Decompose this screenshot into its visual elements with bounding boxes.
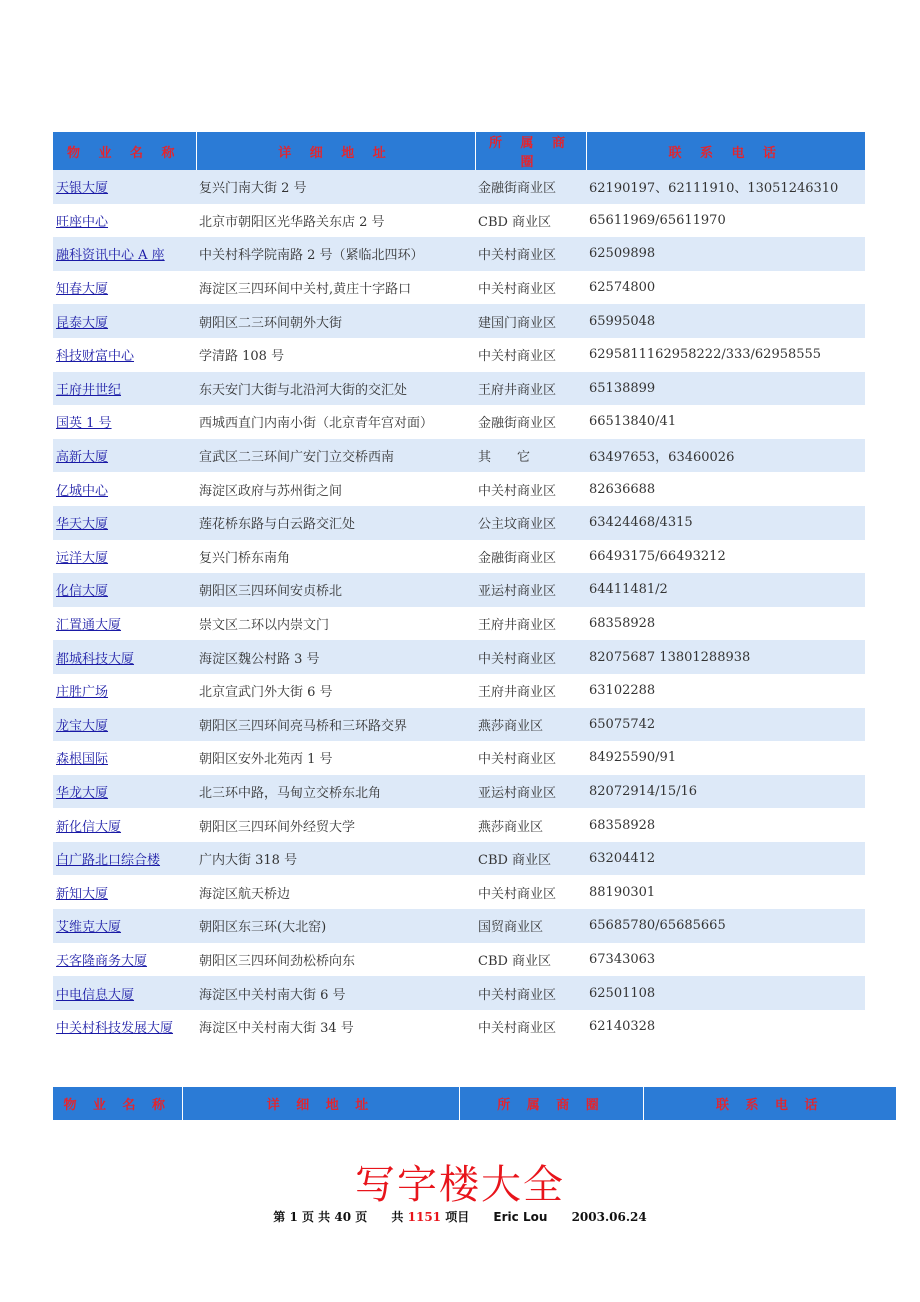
property-name-link[interactable]: 王府井世纪 [56,382,122,398]
table-row [53,875,865,909]
table-row [53,573,865,607]
property-district: 国贸商业区 [475,909,586,943]
cell-name [53,943,196,977]
property-table [53,132,865,1043]
property-name-link[interactable]: 国英 1 号 [56,416,112,432]
property-name-link[interactable]: 华天大厦 [56,517,109,533]
cell-name [53,540,196,574]
property-phone: 62574800 [586,271,865,305]
property-phone: 64411481/2 [586,573,865,607]
property-address: 莲花桥东路与白云路交汇处 [196,506,475,540]
property-phone: 65685780/65685665 [586,909,865,943]
table-row [53,472,865,506]
property-district: 中关村商业区 [475,271,586,305]
cell-name [53,640,196,674]
property-name-link[interactable]: 融科资讯中心 A 座 [56,248,165,264]
property-district: 中关村商业区 [475,237,586,271]
property-address: 宣武区二三环间广安门立交桥西南 [196,439,475,473]
property-name-link[interactable]: 艾维克大厦 [56,920,122,936]
property-address: 复兴门南大街 2 号 [196,170,475,204]
property-name-link[interactable]: 中关村科技发展大厦 [56,1021,174,1037]
property-phone: 63204412 [586,842,865,876]
cell-name [53,607,196,641]
property-phone: 68358928 [586,808,865,842]
table-row [53,540,865,574]
property-phone: 62509898 [586,237,865,271]
property-name-link[interactable]: 新知大厦 [56,886,109,902]
cell-name [53,237,196,271]
property-name-link[interactable]: 天银大厦 [56,181,109,197]
property-name-link[interactable]: 高新大厦 [56,450,109,466]
property-district: 中关村商业区 [475,1010,586,1044]
table-row [53,943,865,977]
property-name-link[interactable]: 森根国际 [56,752,109,768]
cell-name [53,875,196,909]
property-address: 海淀区中关村南大街 34 号 [196,1010,475,1044]
property-address: 东天安门大街与北沿河大街的交汇处 [196,372,475,406]
cell-name [53,573,196,607]
property-phone: 66493175/66493212 [586,540,865,574]
column-header-address: 详 细 地 址 [196,132,475,170]
column-header-phone: 联 系 电 话 [643,1087,896,1120]
property-district: 燕莎商业区 [475,708,586,742]
table-row [53,708,865,742]
table-row [53,338,865,372]
property-address: 海淀区三四环间中关村,黄庄十字路口 [196,271,475,305]
property-district: 中关村商业区 [475,976,586,1010]
table-header-row [53,1087,896,1120]
property-address: 北三环中路，马甸立交桥东北角 [196,775,475,809]
property-phone: 62190197、62111910、13051246310 [586,170,865,204]
property-address: 朝阳区东三环(大北窑) [196,909,475,943]
property-phone: 65995048 [586,304,865,338]
property-phone: 88190301 [586,875,865,909]
column-header-name: 物 业 名 称 [53,1087,182,1120]
property-name-link[interactable]: 昆泰大厦 [56,315,109,331]
cell-name [53,775,196,809]
property-district: 中关村商业区 [475,338,586,372]
property-address: 复兴门桥东南角 [196,540,475,574]
table-row [53,607,865,641]
column-header-phone: 联 系 电 话 [586,132,865,170]
property-district: CBD 商业区 [475,842,586,876]
property-district: CBD 商业区 [475,943,586,977]
property-district: 金融街商业区 [475,405,586,439]
property-address: 朝阳区三四环间外经贸大学 [196,808,475,842]
property-phone: 63497653，63460026 [586,439,865,473]
cell-name [53,842,196,876]
property-address: 朝阳区三四环间劲松桥向东 [196,943,475,977]
total-items [391,1210,469,1224]
table-row [53,506,865,540]
page-footer [0,1208,920,1225]
property-district: 公主坟商业区 [475,506,586,540]
table-row [53,170,865,204]
property-district: 王府井商业区 [475,674,586,708]
table-row [53,439,865,473]
table-body [53,170,865,1043]
cell-name [53,909,196,943]
cell-name [53,1010,196,1044]
property-name-link[interactable]: 白广路北口综合楼 [56,853,161,869]
property-address: 朝阳区三四环间亮马桥和三环路交界 [196,708,475,742]
property-district: 燕莎商业区 [475,808,586,842]
cell-name [53,506,196,540]
property-district: 金融街商业区 [475,540,586,574]
cell-name [53,808,196,842]
property-district: 中关村商业区 [475,640,586,674]
table-row [53,372,865,406]
table-row [53,1010,865,1044]
property-phone: 63424468/4315 [586,506,865,540]
property-address: 西城西直门内南小街（北京青年宫对面） [196,405,475,439]
table-row [53,271,865,305]
property-name-link[interactable]: 化信大厦 [56,584,109,600]
table-row [53,741,865,775]
property-name-link[interactable]: 旺座中心 [56,214,109,230]
cell-name [53,271,196,305]
property-district: 中关村商业区 [475,741,586,775]
table-row [53,640,865,674]
property-address: 北京市朝阳区光华路关东店 2 号 [196,204,475,238]
table-row [53,775,865,809]
table-row [53,808,865,842]
cell-name [53,204,196,238]
table-row [53,405,865,439]
property-name-link[interactable]: 龙宝大厦 [56,718,109,734]
property-address: 海淀区航天桥边 [196,875,475,909]
cell-name [53,472,196,506]
property-address: 北京宣武门外大街 6 号 [196,674,475,708]
table-row [53,237,865,271]
repeated-table-header [53,1087,896,1120]
document-title: 写字楼大全 [355,1162,565,1208]
table-row [53,842,865,876]
property-district: 亚运村商业区 [475,775,586,809]
property-name-link[interactable]: 知春大厦 [56,282,109,298]
property-district: 亚运村商业区 [475,573,586,607]
property-district: 中关村商业区 [475,875,586,909]
property-address: 广内大街 318 号 [196,842,475,876]
property-district: CBD 商业区 [475,204,586,238]
property-phone: 62501108 [586,976,865,1010]
property-phone: 67343063 [586,943,865,977]
property-name-link[interactable]: 庄胜广场 [56,685,109,701]
property-address: 海淀区魏公村路 3 号 [196,640,475,674]
property-name-link[interactable]: 华龙大厦 [56,785,109,801]
cell-name [53,708,196,742]
property-name-link[interactable]: 新化信大厦 [56,819,122,835]
cell-name [53,304,196,338]
author: Eric Lou [493,1210,548,1224]
page-number: 第 1 页 共 40 页 [273,1210,368,1224]
property-phone: 66513840/41 [586,405,865,439]
property-name-link[interactable]: 亿城中心 [56,483,109,499]
property-address: 海淀区政府与苏州街之间 [196,472,475,506]
property-district: 金融街商业区 [475,170,586,204]
property-phone: 82072914/15/16 [586,775,865,809]
property-name-link[interactable]: 天客隆商务大厦 [56,953,148,969]
table-row [53,304,865,338]
property-phone: 82636688 [586,472,865,506]
property-address: 崇文区二环以内崇文门 [196,607,475,641]
property-phone: 84925590/91 [586,741,865,775]
property-address: 朝阳区三四环间安贞桥北 [196,573,475,607]
total-prefix: 共 [391,1210,404,1224]
property-phone: 6295811162958222/333/62958555 [586,338,865,372]
total-count: 1151 [407,1210,442,1224]
table-row [53,674,865,708]
property-address: 学清路 108 号 [196,338,475,372]
property-phone: 63102288 [586,674,865,708]
total-suffix: 项目 [445,1210,470,1224]
property-name-link[interactable]: 远洋大厦 [56,550,109,566]
cell-name [53,976,196,1010]
column-header-district: 所 属 商 圈 [475,132,586,170]
property-address: 海淀区中关村南大街 6 号 [196,976,475,1010]
cell-name [53,674,196,708]
property-phone: 82075687 13801288938 [586,640,865,674]
column-header-address: 详 细 地 址 [182,1087,459,1120]
column-header-district: 所 属 商 圈 [459,1087,643,1120]
property-address: 朝阳区二三环间朝外大街 [196,304,475,338]
property-address: 朝阳区安外北苑丙 1 号 [196,741,475,775]
property-address: 中关村科学院南路 2 号（紧临北四环） [196,237,475,271]
property-district: 王府井商业区 [475,607,586,641]
property-district: 建国门商业区 [475,304,586,338]
property-name-link[interactable]: 科技财富中心 [56,349,135,365]
cell-name [53,338,196,372]
cell-name [53,439,196,473]
property-phone: 65138899 [586,372,865,406]
property-phone: 62140328 [586,1010,865,1044]
property-phone: 65611969/65611970 [586,204,865,238]
property-name-link[interactable]: 中电信息大厦 [56,987,135,1003]
property-district: 其 它 [475,439,586,473]
property-district: 王府井商业区 [475,372,586,406]
property-phone: 68358928 [586,607,865,641]
cell-name [53,741,196,775]
property-name-link[interactable]: 都城科技大厦 [56,651,135,667]
table-row [53,976,865,1010]
table-header-row [53,132,865,170]
cell-name [53,372,196,406]
date: 2003.06.24 [571,1210,647,1224]
cell-name [53,170,196,204]
table-row [53,909,865,943]
property-district: 中关村商业区 [475,472,586,506]
property-name-link[interactable]: 汇置通大厦 [56,618,122,634]
cell-name [53,405,196,439]
property-phone: 65075742 [586,708,865,742]
table-row [53,204,865,238]
column-header-name: 物 业 名 称 [53,132,196,170]
